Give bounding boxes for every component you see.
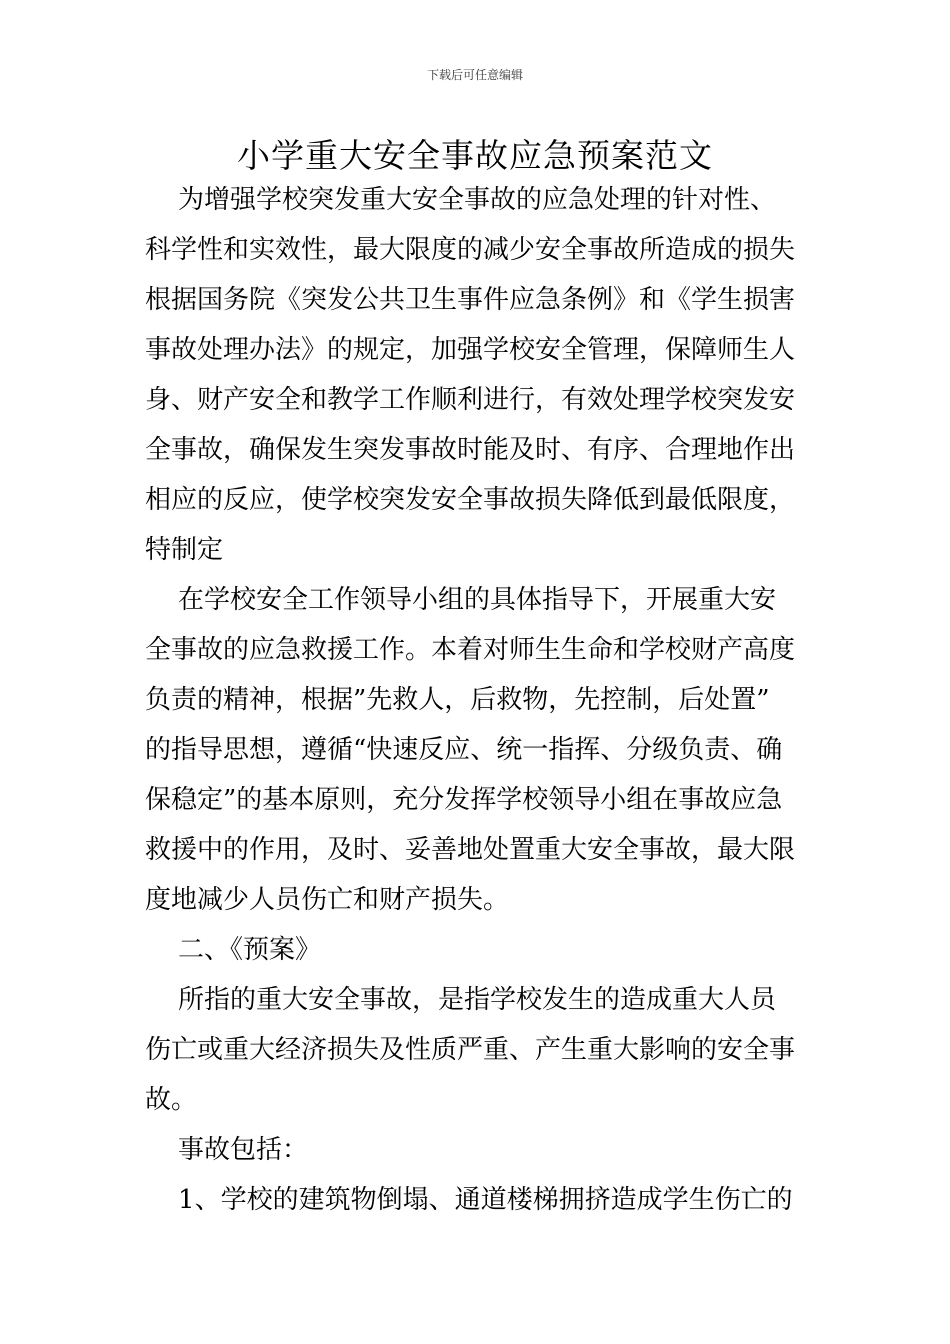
body-line: 度地减少人员伤亡和财产损失。	[145, 885, 510, 915]
list-item: 1、学校的建筑物倒塌、通道楼梯拥挤造成学生伤亡的	[145, 1185, 793, 1215]
body-line: 科学性和实效性，最大限度的减少安全事故所造成的损失	[145, 235, 796, 265]
body-line: 救援中的作用，及时、妥善地处置重大安全事故，最大限	[145, 835, 796, 865]
body-line: 为增强学校突发重大安全事故的应急处理的针对性、	[145, 185, 777, 215]
body-line: 负责的精神，根据”先救人，后救物，先控制，后处置”	[145, 685, 770, 715]
body-line: 特制定	[145, 535, 224, 565]
body-line: 相应的反应，使学校突发安全事故损失降低到最低限度，	[145, 485, 796, 515]
document-title: 小学重大安全事故应急预案范文	[237, 136, 713, 175]
section-heading: 二、《预案》	[145, 935, 322, 965]
body-line: 事故处理办法》的规定，加强学校安全管理，保障师生人	[145, 335, 796, 365]
body-line: 保稳定”的基本原则，充分发挥学校领导小组在事故应急	[145, 785, 783, 815]
body-line: 所指的重大安全事故，是指学校发生的造成重大人员	[145, 985, 777, 1015]
body-line: 全事故的应急救援工作。本着对师生生命和学校财产高度	[145, 635, 796, 665]
header-note: 下载后可任意编辑	[426, 68, 523, 82]
body-line: 伤亡或重大经济损失及性质严重、产生重大影响的安全事	[145, 1035, 796, 1065]
body-line: 在学校安全工作领导小组的具体指导下，开展重大安	[145, 585, 777, 615]
body-line: 根据国务院《突发公共卫生事件应急条例》和《学生损害	[145, 285, 796, 315]
body-line: 事故包括：	[145, 1135, 309, 1165]
body-line: 身、财产安全和教学工作顺利进行，有效处理学校突发安	[145, 385, 796, 415]
body-line: 的指导思想，遵循“快速反应、统一指挥、分级负责、确	[145, 735, 783, 765]
body-line: 故。	[145, 1085, 198, 1115]
body-line: 全事故，确保发生突发事故时能及时、有序、合理地作出	[145, 435, 796, 465]
